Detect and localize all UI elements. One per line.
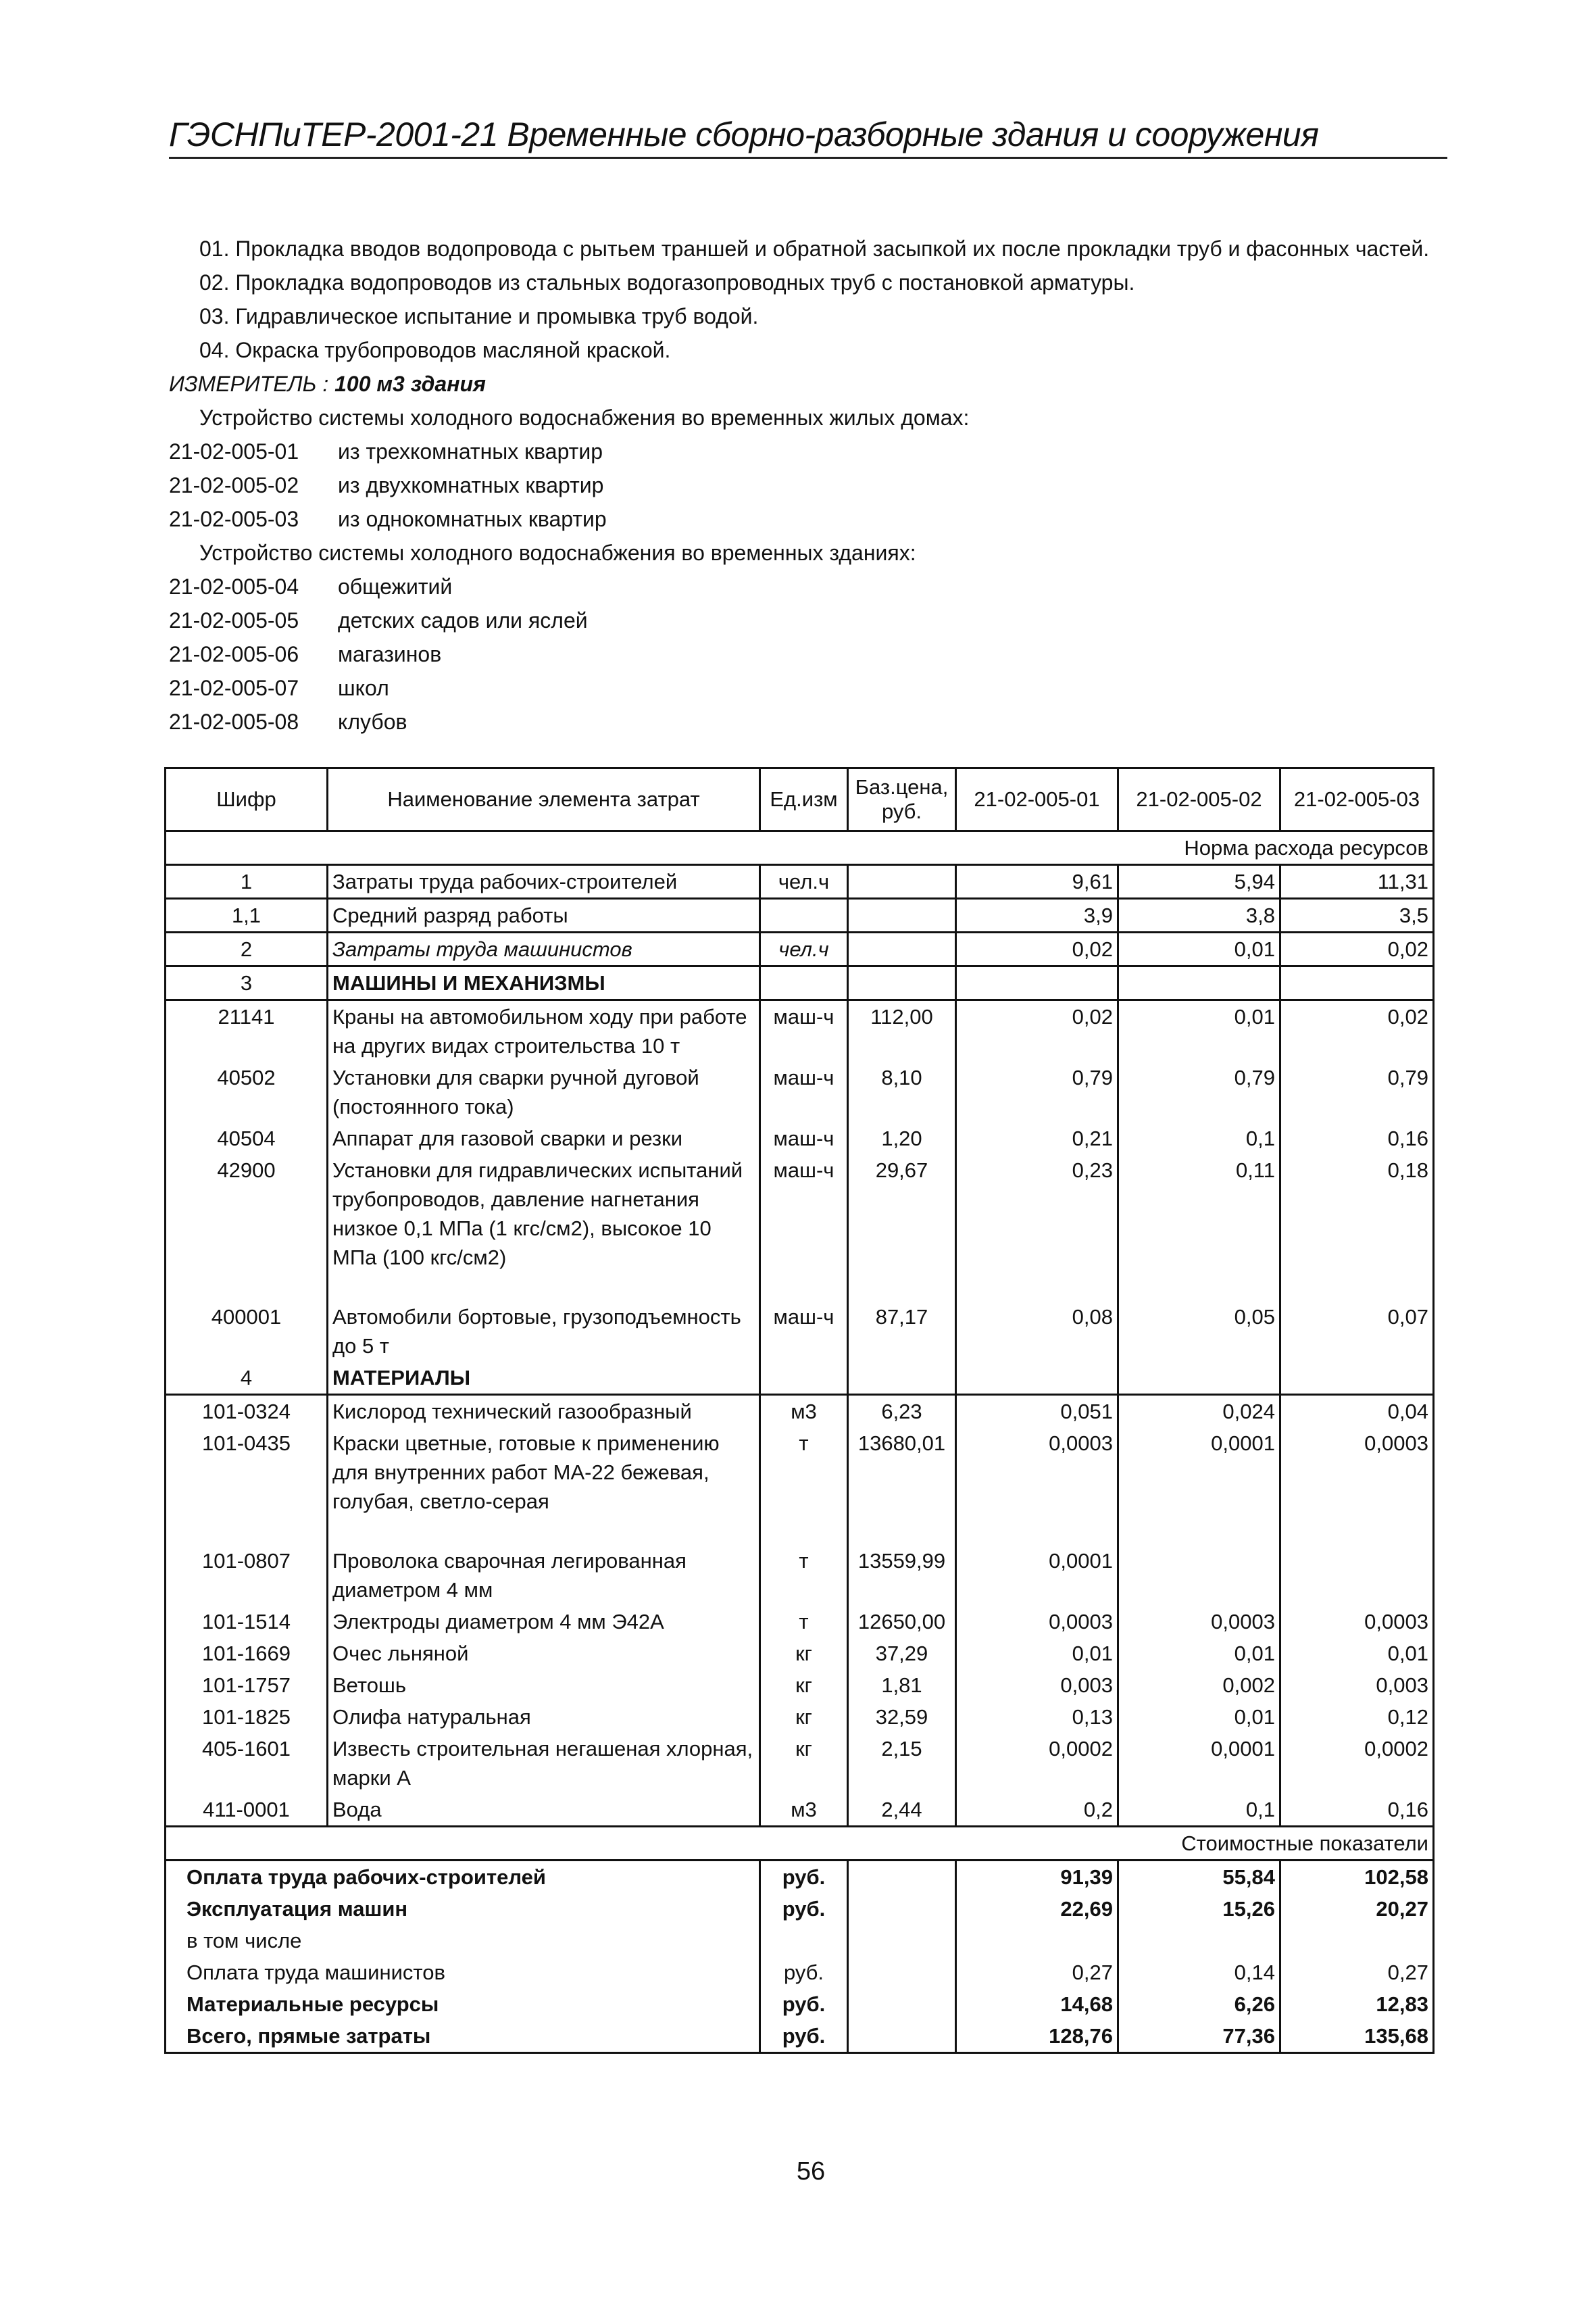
cost-row: [166, 2020, 1434, 2053]
cell-v2: 0,0001: [1118, 1733, 1280, 1794]
cell-code: 21141: [166, 1000, 328, 1062]
cost-row: [166, 1956, 1434, 1988]
table-row: [166, 966, 1434, 1000]
cell-v3: 0,0003: [1280, 1606, 1434, 1638]
cell-v2: 0,11: [1118, 1154, 1280, 1301]
cost-v3: 12,83: [1280, 1988, 1434, 2020]
cell-v2: [1118, 966, 1280, 1000]
cell-unit: [760, 899, 848, 933]
cell-code: 3: [166, 966, 328, 1000]
table-row: [166, 899, 1434, 933]
cell-v3: [1280, 966, 1434, 1000]
group2-code: 21-02-005-04: [169, 574, 299, 599]
group1-desc: из трехкомнатных квартир: [338, 439, 603, 464]
cell-v1: 0,0003: [956, 1606, 1118, 1638]
cell-v2: 0,0001: [1118, 1427, 1280, 1545]
cost-unit: руб.: [760, 1861, 848, 1894]
cell-v3: 0,04: [1280, 1395, 1434, 1428]
cell-v3: 0,0003: [1280, 1427, 1434, 1545]
cell-v2: 0,024: [1118, 1395, 1280, 1428]
cell-price: [848, 1362, 956, 1395]
cell-price: 2,44: [848, 1794, 956, 1827]
header-name: Наименование элемента затрат: [328, 768, 760, 831]
cost-price: [848, 1925, 956, 1956]
cell-v1: 9,61: [956, 865, 1118, 899]
cost-name: Материальные ресурсы: [166, 1988, 760, 2020]
cell-v2: 0,05: [1118, 1301, 1280, 1362]
cell-code: 40502: [166, 1062, 328, 1123]
work-step: 04. Окраска трубопроводов масляной краской.: [199, 338, 671, 362]
cost-price: [848, 1988, 956, 2020]
cost-row: [166, 1925, 1434, 1956]
cell-v2: 0,01: [1118, 1000, 1280, 1062]
cell-name: Известь строительная негашеная хлорная, марки А: [328, 1733, 760, 1794]
cost-v3: 20,27: [1280, 1893, 1434, 1925]
work-step: 02. Прокладка водопроводов из стальных водогазопроводных труб с постановкой арматуры.: [199, 270, 1135, 295]
page-number: 56: [796, 2157, 826, 2186]
group2-title: Устройство системы холодного водоснабжения во временных зданиях:: [199, 541, 916, 565]
cell-code: 400001: [166, 1301, 328, 1362]
cell-name: Затраты труда рабочих-строителей: [328, 865, 760, 899]
table-row: [166, 865, 1434, 899]
cell-v2: 3,8: [1118, 899, 1280, 933]
cost-v3: 0,27: [1280, 1956, 1434, 1988]
cost-price: [848, 2020, 956, 2053]
group1-code: 21-02-005-03: [169, 507, 299, 531]
group2-desc: магазинов: [338, 642, 442, 666]
cell-code: 101-0435: [166, 1427, 328, 1545]
cell-v1: 0,02: [956, 933, 1118, 966]
header-col2: 21-02-005-02: [1118, 768, 1280, 831]
cell-v3: 0,07: [1280, 1301, 1434, 1362]
cell-unit: [760, 966, 848, 1000]
cell-v1: 0,21: [956, 1123, 1118, 1154]
table-row: [166, 1362, 1434, 1395]
page-header: ГЭСНПиТЕР-2001-21 Временные сборно-разборные здания и сооружения: [169, 115, 1447, 159]
cell-name: Краски цветные, готовые к применению для внутренних работ МА-22 бежевая, голубая, светло-серая: [328, 1427, 760, 1545]
table-row: [166, 1395, 1434, 1428]
cell-name: Вода: [328, 1794, 760, 1827]
cost-v1: 91,39: [956, 1861, 1118, 1894]
cost-unit: [760, 1925, 848, 1956]
cell-v1: 0,13: [956, 1701, 1118, 1733]
cost-row: [166, 1988, 1434, 2020]
cell-v1: 3,9: [956, 899, 1118, 933]
cell-v3: 0,79: [1280, 1062, 1434, 1123]
group2-code: 21-02-005-05: [169, 608, 299, 633]
table-row: [166, 933, 1434, 966]
norm-label: Норма расхода ресурсов: [166, 831, 1434, 865]
group2-desc: клубов: [338, 710, 407, 734]
cell-unit: т: [760, 1606, 848, 1638]
group2-code: 21-02-005-08: [169, 710, 299, 734]
cell-name: Проволока сварочная легированная диаметром 4 мм: [328, 1545, 760, 1606]
cell-code: 4: [166, 1362, 328, 1395]
work-step: 03. Гидравлическое испытание и промывка труб водой.: [199, 304, 759, 328]
cell-v1: 0,02: [956, 1000, 1118, 1062]
cell-price: 29,67: [848, 1154, 956, 1301]
cell-code: 40504: [166, 1123, 328, 1154]
cell-unit: т: [760, 1427, 848, 1545]
cell-v1: [956, 1362, 1118, 1395]
table-header-row: [166, 768, 1434, 831]
cost-name: Оплата труда машинистов: [166, 1956, 760, 1988]
cell-v1: 0,0001: [956, 1545, 1118, 1606]
group2-desc: общежитий: [338, 574, 453, 599]
cost-v2: 55,84: [1118, 1861, 1280, 1894]
cell-v1: 0,003: [956, 1669, 1118, 1701]
cell-v2: 0,79: [1118, 1062, 1280, 1123]
cell-v2: [1118, 1362, 1280, 1395]
cell-name: Очес льняной: [328, 1638, 760, 1669]
cost-v1: 22,69: [956, 1893, 1118, 1925]
cost-v2: 0,14: [1118, 1956, 1280, 1988]
cost-v3: 102,58: [1280, 1861, 1434, 1894]
cell-code: 101-1669: [166, 1638, 328, 1669]
header-col1: 21-02-005-01: [956, 768, 1118, 831]
group1-code: 21-02-005-02: [169, 473, 299, 497]
group1-desc: из двухкомнатных квартир: [338, 473, 604, 497]
cell-unit: чел.ч: [760, 933, 848, 966]
cell-price: 6,23: [848, 1395, 956, 1428]
cell-v3: 0,0002: [1280, 1733, 1434, 1794]
cell-code: 1: [166, 865, 328, 899]
cost-price: [848, 1956, 956, 1988]
cell-unit: кг: [760, 1638, 848, 1669]
table-row: [166, 1062, 1434, 1123]
header-price: Баз.цена, руб.: [848, 768, 956, 831]
cost-name: Оплата труда рабочих-строителей: [166, 1861, 760, 1894]
cost-unit: руб.: [760, 1956, 848, 1988]
cost-price: [848, 1893, 956, 1925]
cell-unit: кг: [760, 1669, 848, 1701]
table-row: [166, 1733, 1434, 1794]
cell-v2: 0,01: [1118, 1638, 1280, 1669]
cost-name: в том числе: [166, 1925, 760, 1956]
cell-v3: [1280, 1545, 1434, 1606]
cost-row: [166, 1861, 1434, 1894]
cell-v3: 0,18: [1280, 1154, 1434, 1301]
cell-v3: 0,02: [1280, 933, 1434, 966]
cell-price: 1,20: [848, 1123, 956, 1154]
cost-v2: 77,36: [1118, 2020, 1280, 2053]
cost-unit: руб.: [760, 1893, 848, 1925]
table-row: [166, 1545, 1434, 1606]
cost-v3: [1280, 1925, 1434, 1956]
cell-unit: маш-ч: [760, 1000, 848, 1062]
cell-v1: 0,2: [956, 1794, 1118, 1827]
cell-v1: 0,0003: [956, 1427, 1118, 1545]
measurer-label: ИЗМЕРИТЕЛЬ :: [169, 372, 329, 396]
group2-code: 21-02-005-06: [169, 642, 299, 666]
cell-name: Аппарат для газовой сварки и резки: [328, 1123, 760, 1154]
table-row: [166, 1606, 1434, 1638]
cell-v3: 0,01: [1280, 1638, 1434, 1669]
cell-price: [848, 933, 956, 966]
cell-v2: 5,94: [1118, 865, 1280, 899]
cell-price: 8,10: [848, 1062, 956, 1123]
table-row: [166, 1427, 1434, 1545]
cell-v1: [956, 966, 1118, 1000]
cell-v1: 0,01: [956, 1638, 1118, 1669]
cost-name: Всего, прямые затраты: [166, 2020, 760, 2053]
cell-price: [848, 899, 956, 933]
cell-unit: м3: [760, 1395, 848, 1428]
cost-label-row: [166, 1827, 1434, 1861]
table-row: [166, 1794, 1434, 1827]
cell-v2: 0,01: [1118, 1701, 1280, 1733]
header-code: Шифр: [166, 768, 328, 831]
cell-unit: т: [760, 1545, 848, 1606]
cell-name: Электроды диаметром 4 мм Э42А: [328, 1606, 760, 1638]
cell-price: 37,29: [848, 1638, 956, 1669]
group2-code: 21-02-005-07: [169, 676, 299, 700]
cell-name: Олифа натуральная: [328, 1701, 760, 1733]
cell-price: 112,00: [848, 1000, 956, 1062]
cell-unit: м3: [760, 1794, 848, 1827]
table-row: [166, 1000, 1434, 1062]
group2-desc: школ: [338, 676, 389, 700]
cell-unit: маш-ч: [760, 1062, 848, 1123]
cell-v2: 0,002: [1118, 1669, 1280, 1701]
cell-v2: 0,01: [1118, 933, 1280, 966]
cell-code: 411-0001: [166, 1794, 328, 1827]
table-row: [166, 1638, 1434, 1669]
cell-unit: маш-ч: [760, 1301, 848, 1362]
cell-code: 101-1757: [166, 1669, 328, 1701]
cell-code: 101-1514: [166, 1606, 328, 1638]
cell-v3: 0,003: [1280, 1669, 1434, 1701]
norm-label-row: [166, 831, 1434, 865]
cost-unit: руб.: [760, 1988, 848, 2020]
cost-v2: 15,26: [1118, 1893, 1280, 1925]
group1-code: 21-02-005-01: [169, 439, 299, 464]
cell-code: 101-0807: [166, 1545, 328, 1606]
work-step: 01. Прокладка вводов водопровода с рытьем траншей и обратной засыпкой их после прокладки труб и фасонных частей.: [199, 237, 1430, 261]
cell-price: 1,81: [848, 1669, 956, 1701]
cell-v1: 0,23: [956, 1154, 1118, 1301]
table-body: [166, 831, 1434, 2053]
cell-name: Средний разряд работы: [328, 899, 760, 933]
cost-v1: [956, 1925, 1118, 1956]
cell-v3: 0,12: [1280, 1701, 1434, 1733]
cell-price: 13559,99: [848, 1545, 956, 1606]
cell-v1: 0,79: [956, 1062, 1118, 1123]
cell-price: 87,17: [848, 1301, 956, 1362]
cell-price: 2,15: [848, 1733, 956, 1794]
cell-code: 101-1825: [166, 1701, 328, 1733]
cell-code: 42900: [166, 1154, 328, 1301]
table-row: [166, 1301, 1434, 1362]
header-col3: 21-02-005-03: [1280, 768, 1434, 831]
table-row: [166, 1123, 1434, 1154]
cell-name: Ветошь: [328, 1669, 760, 1701]
cell-code: 1,1: [166, 899, 328, 933]
cell-v3: 11,31: [1280, 865, 1434, 899]
table-row: [166, 1669, 1434, 1701]
cell-v2: 0,0003: [1118, 1606, 1280, 1638]
cell-name: Установки для гидравлических испытаний трубопроводов, давление нагнетания низкое 0,1 МПа (1 кгс/см2), высокое 10 МПа (100 кгс/см2): [328, 1154, 760, 1301]
cost-name: Эксплуатация машин: [166, 1893, 760, 1925]
cell-v2: 0,1: [1118, 1794, 1280, 1827]
cost-v1: 0,27: [956, 1956, 1118, 1988]
table-row: [166, 1701, 1434, 1733]
cell-v2: [1118, 1545, 1280, 1606]
cell-price: [848, 865, 956, 899]
resource-table: [164, 767, 1435, 2054]
cell-unit: кг: [760, 1701, 848, 1733]
cell-v1: 0,0002: [956, 1733, 1118, 1794]
table-row: [166, 1154, 1434, 1301]
cell-unit: маш-ч: [760, 1123, 848, 1154]
cell-name: Краны на автомобильном ходу при работе на других видах строительства 10 т: [328, 1000, 760, 1062]
header-unit: Ед.изм: [760, 768, 848, 831]
cell-v3: 0,02: [1280, 1000, 1434, 1062]
cell-name: МАТЕРИАЛЫ: [328, 1362, 760, 1395]
cell-price: 32,59: [848, 1701, 956, 1733]
group2-desc: детских садов или яслей: [338, 608, 588, 633]
cost-v3: 135,68: [1280, 2020, 1434, 2053]
cost-v1: 14,68: [956, 1988, 1118, 2020]
cell-unit: чел.ч: [760, 865, 848, 899]
cell-v3: [1280, 1362, 1434, 1395]
cell-price: [848, 966, 956, 1000]
cell-unit: кг: [760, 1733, 848, 1794]
cell-code: 2: [166, 933, 328, 966]
cell-code: 101-0324: [166, 1395, 328, 1428]
cost-unit: руб.: [760, 2020, 848, 2053]
cell-unit: маш-ч: [760, 1154, 848, 1301]
cell-name: Кислород технический газообразный: [328, 1395, 760, 1428]
cost-label: Стоимостные показатели: [166, 1827, 1434, 1861]
cell-v1: 0,051: [956, 1395, 1118, 1428]
cost-v2: 6,26: [1118, 1988, 1280, 2020]
cell-name: Установки для сварки ручной дуговой (постоянного тока): [328, 1062, 760, 1123]
cell-v3: 0,16: [1280, 1123, 1434, 1154]
cost-row: [166, 1893, 1434, 1925]
cost-v1: 128,76: [956, 2020, 1118, 2053]
cell-unit: [760, 1362, 848, 1395]
cell-price: 13680,01: [848, 1427, 956, 1545]
cost-price: [848, 1861, 956, 1894]
group1-desc: из однокомнатных квартир: [338, 507, 607, 531]
cell-name: Автомобили бортовые, грузоподъемность до 5 т: [328, 1301, 760, 1362]
cell-code: 405-1601: [166, 1733, 328, 1794]
cell-v3: 3,5: [1280, 899, 1434, 933]
cell-name: МАШИНЫ И МЕХАНИЗМЫ: [328, 966, 760, 1000]
cell-name: Затраты труда машинистов: [328, 933, 760, 966]
cell-v3: 0,16: [1280, 1794, 1434, 1827]
cell-v2: 0,1: [1118, 1123, 1280, 1154]
group1-title: Устройство системы холодного водоснабжения во временных жилых домах:: [199, 405, 970, 430]
measurer: [169, 372, 486, 397]
cost-v2: [1118, 1925, 1280, 1956]
cell-price: 12650,00: [848, 1606, 956, 1638]
cell-v1: 0,08: [956, 1301, 1118, 1362]
measurer-value: 100 м3 здания: [334, 372, 486, 396]
